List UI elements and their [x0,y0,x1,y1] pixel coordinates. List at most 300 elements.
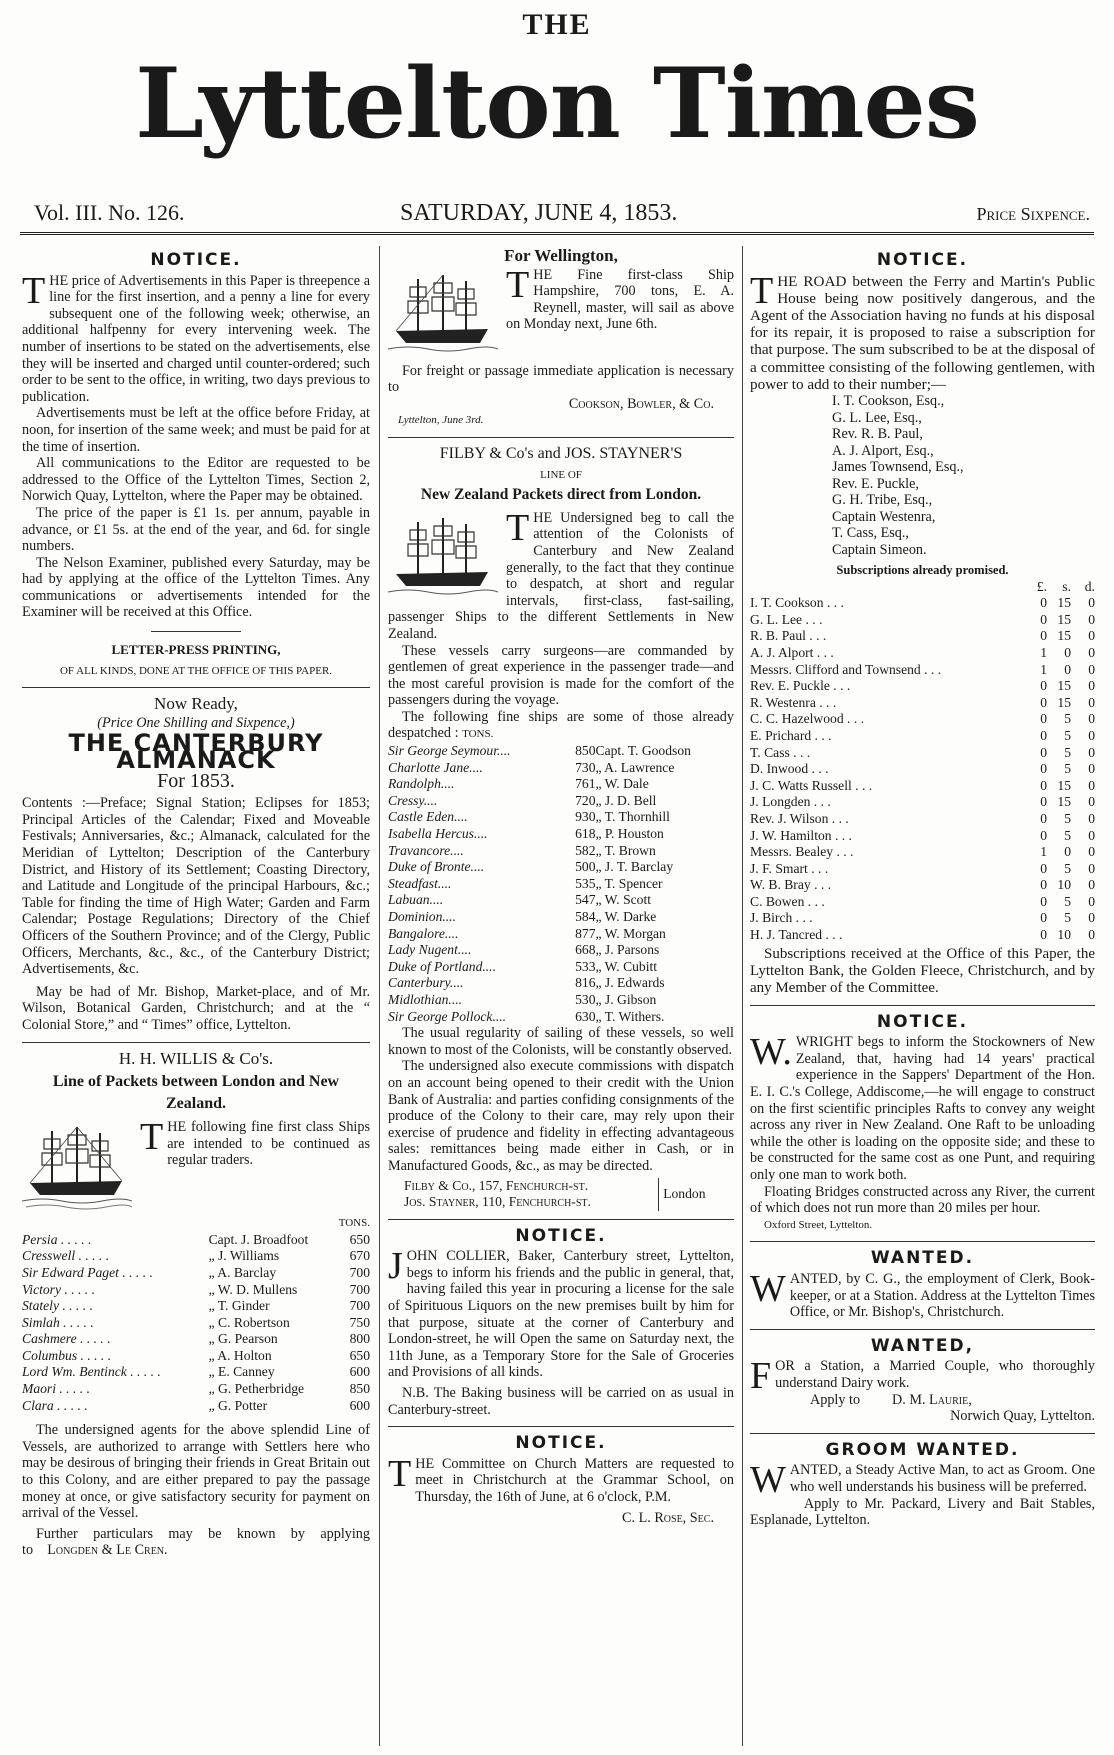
ship-name: Cressy.... [388,792,438,808]
table-row [750,645,1095,662]
pence: 0 [1088,644,1095,660]
ship-captain: „ C. Robertson [208,1314,290,1330]
filby-signature: Filby & Co., 157, Fenchurch-st. [404,1177,589,1193]
pence: 0 [1088,860,1095,876]
filby-text: The usual regularity of sailing of these vessels, so well known to most of the Colonists, will be constantly observed. [388,1025,734,1058]
pounds: 1 [1040,661,1047,677]
table-row [22,1282,370,1299]
divider [750,1329,1095,1330]
committee-member: G. H. Tribe, Esq., [832,492,933,509]
table-row [388,992,734,1009]
shillings: 5 [1064,827,1071,843]
ship-name: Duke of Bronte.... [388,859,485,875]
ship-tons: 600 [349,1364,370,1380]
wanted-heading: WANTED, [870,1335,975,1356]
divider [750,1005,1095,1006]
pounds: 0 [1040,628,1047,644]
table-row [388,793,734,810]
drop-cap: W [750,1459,786,1502]
church-heading: NOTICE. [515,1433,607,1454]
table-row [388,876,734,893]
printing-heading: LETTER-PRESS PRINTING, [111,642,281,658]
printing-subtitle: OF ALL KINDS, DONE AT THE OFFICE OF THIS PAPER. [59,664,333,677]
table-row [750,678,1095,695]
filby-ship-table [388,743,734,1025]
table-row [750,894,1095,911]
table-row [388,975,734,992]
wright-bridges: Floating Bridges constructed across any River, the current of which does not run more than 20 miles per hour. [750,1183,1095,1217]
ship-tons: 761 [575,776,596,792]
ship-captain: „ W. Scott [595,892,652,908]
ship-captain: Capt. J. Broadfoot [208,1231,309,1247]
pence: 0 [1088,611,1095,627]
ship-tons: 500 [575,859,596,875]
pounds: 0 [1040,711,1047,727]
subscriber-name: R. Westenra . . . [750,694,837,710]
table-row [22,1315,370,1332]
committee-member: James Townsend, Esq., [832,459,964,476]
wright-address: Oxford Street, Lyttelton. [764,1218,873,1231]
ship-captain: „ W. Darke [595,909,657,924]
pounds: 0 [1040,877,1047,893]
wanted-heading: WANTED. [870,1248,975,1269]
ship-tons: 650 [349,1347,370,1363]
willis-signature: Longden & Le Cren. [47,1542,168,1559]
table-row [22,1348,370,1365]
ship-tons: 850 [575,743,596,759]
ship-tons: 730 [575,759,596,775]
subscriber-name: A. J. Alport . . . [750,644,834,660]
pence: 0 [1088,628,1095,644]
drop-cap: F [750,1355,772,1398]
wanted-clerk-text: ANTED, by C. G., the employment of Clerk, Book-keeper, or at a Station. Address at the Lyttelton Times Office, or Mr. Bishop's, Christchurch. [789,1270,1095,1321]
pence: 0 [1088,777,1095,793]
table-row [388,760,734,777]
divider [22,1042,370,1043]
ship-captain: „ J. Edwards [595,975,665,991]
wellington-place: Lyttelton, June 3rd. [398,414,484,427]
committee-member: G. L. Lee, Esq., [832,409,922,426]
church-notice [388,1452,734,1506]
table-row [388,776,734,793]
ship-tons: 700 [349,1281,370,1297]
stayner-signature: Jos. Stayner, 110, Fenchurch-st. [404,1194,591,1210]
filby-signatures [404,1178,722,1211]
subscriber-name: T. Cass . . . [750,744,811,760]
table-row [22,1331,370,1348]
ship-tons: 877 [575,925,596,941]
committee-member: Captain Simeon. [832,541,927,558]
ship-name: Charlotte Jane.... [388,759,483,775]
groom-heading: GROOM WANTED. [825,1439,1020,1460]
table-row [750,828,1095,845]
volume-number: Vol. III. No. 126. [34,200,185,225]
groom-notice [750,1459,1095,1502]
subscriber-name: D. Inwood . . . [750,761,829,777]
willis-agents-text: The undersigned agents for the above splendid Line of Vessels, are authorized to arrange with Settlers here who may be desirous of bringing their friends in Great Britain out to this Colony, and are either prepared to pay the passage money at once, or give satisfactory security for payment on arrival of the Vessel. [22,1422,370,1522]
subscriptions-received: Subscriptions received at the Office of this Paper, the Lyttelton Bank, the Golden Fleece, Christchurch, and by any Member of the Committee. [750,945,1095,996]
subscriber-name: Messrs. Clifford and Townsend . . . [750,661,942,677]
filby-text [388,709,734,743]
wellington-heading: For Wellington, [504,248,618,265]
subscriber-name: C. Bowen . . . [750,893,825,909]
advertising-notice [22,269,370,406]
drop-cap: W [750,1267,786,1310]
column-rule [379,246,380,1746]
pence: 0 [1088,694,1095,710]
table-row [388,743,734,760]
subscriber-name: J. Longden . . . [750,794,831,810]
ship-captain: „ W. Cubitt [595,958,658,974]
ship-tons: 582 [575,842,596,858]
subscriber-name: G. L. Lee . . . [750,611,823,627]
ship-tons: 800 [349,1331,370,1347]
committee-member: Rev. E. Puckle, [832,475,919,492]
drop-cap: T [22,269,46,312]
almanack-year: For 1853. [157,769,235,792]
filby-ships-intro: The following fine ships are some of those already despatched : [388,708,734,742]
collier-nb: N.B. The Baking business will be carried on as usual in Canterbury-street. [388,1385,734,1418]
shillings: 10 [1057,877,1071,893]
wanted-couple [750,1355,1095,1398]
notice-text: Advertisements must be left at the office before Friday, at noon, for insertion of the same week; and must be paid for at the time of insertion. [22,405,370,455]
pence: 0 [1088,727,1095,743]
table-row [750,877,1095,894]
pence: 0 [1088,810,1095,826]
column-3 [750,248,1095,1748]
table-row [22,1248,370,1265]
notice-heading: NOTICE. [150,250,242,270]
table-row [750,595,1095,612]
ship-name: Sir George Seymour.... [388,743,511,759]
divider [388,437,734,438]
pounds: 0 [1040,910,1047,926]
ship-tons: 750 [349,1314,370,1330]
ship-name: Castle Eden.... [388,809,468,825]
pounds: 0 [1040,694,1047,710]
pounds: 0 [1040,893,1047,909]
ship-name: Sir George Pollock.... [388,1008,507,1024]
subscription-table [750,579,1095,944]
ship-tons: 700 [349,1264,370,1280]
pence: 0 [1088,678,1095,694]
wellington-body: HE Fine first-class Ship Hampshire, 700 tons, E. A. Reynell, master, will sail as above on Monday next, June 6th. [506,266,734,333]
wanted-couple-address: Norwich Quay, Lyttelton. [950,1408,1095,1425]
table-row [22,1364,370,1381]
drop-cap: T [506,506,530,549]
wanted-couple-text: OR a Station, a Married Couple, who thoroughly understand Dairy work. [775,1358,1095,1391]
pence: 0 [1088,910,1095,926]
ship-name: Clara . . . . . [22,1397,88,1413]
shillings: 10 [1057,927,1071,943]
ship-name: Labuan.... [388,892,444,908]
ship-captain: „ A. Barclay [208,1264,277,1280]
ship-illustration [388,512,498,604]
pounds: 0 [1040,927,1047,943]
table-row [750,728,1095,745]
table-row [750,778,1095,795]
price: Price Sixpence. [976,204,1090,224]
ship-captain: „ J. T. Barclay [595,859,674,875]
ship-captain: „ J. Parsons [595,942,660,958]
wanted-couple-apply [750,1392,1095,1409]
almanack-title: THE CANTERBURY ALMANACK [68,729,324,775]
wright-heading: NOTICE. [876,1011,969,1032]
table-row [750,612,1095,629]
shillings: 15 [1057,694,1071,710]
notice-text: All communications to the Editor are requested to be addressed to the Office of the Lyttelton Times, Section 2, Norwich Quay, Lyttelton, where the Paper may be obtained. [22,455,370,505]
subscriber-name: C. C. Hazelwood . . . [750,711,865,727]
column-1 [22,248,370,1748]
ship-tons: 700 [349,1298,370,1314]
name-col [750,579,1021,596]
wright-text: WRIGHT begs to inform the Stockowners of New Zealand, that, having had 14 years' practical experience in the Sappers' Department of the Hon. E. I. C.'s College, Addiscome,—he will engage to construct on the first scientific principles Rafts to convey any weight across any river in New Zealand. One Raft to be unloading while the other is loading on the opposite side; and these to be constructed for the same cost as one Punt, and requiring only one man to work both. [750,1034,1095,1184]
ship-name: Simlah . . . . . [22,1314,94,1330]
table-row [388,1009,734,1026]
masthead [0,0,1114,200]
shillings: 0 [1064,661,1071,677]
shillings: 0 [1064,644,1071,660]
ship-captain: „ J. D. Bell [595,792,657,808]
masthead-the: THE [522,8,592,41]
ship-tons: 720 [575,792,596,808]
drop-cap: T [506,263,530,306]
ship-name: Lord Wm. Bentinck . . . . . [22,1364,161,1380]
willis-text: HE following fine first class Ships are intended to be continued as regular traders. [167,1119,370,1169]
ship-illustration [388,269,498,361]
collier-heading: NOTICE. [515,1225,607,1246]
subscriber-name: E. Prichard . . . [750,727,832,743]
table-row [750,861,1095,878]
ship-name: Bangalore.... [388,925,459,941]
collier-text: OHN COLLIER, Baker, Canterbury street, Lyttelton, begs to inform his friends and the public in general, that, having failed this year in procuring a license for the sale of Spirituous Liquors on the new premises built by him for that purpose, situate at the corner of Canterbury and London-street, he will Open the same on Saturday next, the 11th June, as a Temporary Store for the Sale of Groceries and Provisions of all kinds. [388,1248,734,1381]
table-row [750,662,1095,679]
pounds: 0 [1040,744,1047,760]
ship-name: Cresswell . . . . . [22,1248,110,1264]
table-row [750,711,1095,728]
ship-name: Cashmere . . . . . [22,1331,111,1347]
pounds: 0 [1040,827,1047,843]
subscriber-name: W. B. Bray . . . [750,877,832,893]
ship-captain: „ P. Houston [595,826,664,842]
pence: 0 [1088,893,1095,909]
pounds: 0 [1040,595,1047,611]
pounds: 0 [1040,794,1047,810]
ship-captain: „ W. Morgan [595,925,666,941]
ship-tons: 650 [349,1231,370,1247]
shillings: 5 [1064,744,1071,760]
table-row [388,859,734,876]
ship-tons: 547 [575,892,596,908]
ship-captain: „ W. Dale [595,776,649,792]
filby-text: HE Undersigned beg to call the attention of the Colonists of Canterbury and New Zealand generally, to the fact that they continue to despatch, at short and regular intervals, first-class, fast-sailing, passenger Ships to the different Settlements in New Zealand. [388,509,734,642]
shillings: 5 [1064,910,1071,926]
shillings: 15 [1057,794,1071,810]
road-text: HE ROAD between the Ferry and Martin's Public House being now positively dangerous, and the Agent of the Association having no funds at his disposal for its repair, it is proposed to raise a subscription for that purpose. The sum subscribed to be at the disposal of a committee consisting of the following gentlemen, with power to add to their number;— [750,272,1095,393]
pence: 0 [1088,794,1095,810]
ship-name: Canterbury.... [388,975,464,991]
ship-captain: „ J. Williams [208,1248,280,1264]
drop-cap: W. [750,1031,792,1074]
divider [750,1241,1095,1242]
table-row [388,909,734,926]
shillings: 0 [1064,844,1071,860]
pence: 0 [1088,827,1095,843]
shillings: 5 [1064,761,1071,777]
ship-tons: 600 [349,1397,370,1413]
pence: 0 [1088,927,1095,943]
shillings-header: s. [1062,578,1071,594]
pence: 0 [1088,711,1095,727]
subscriber-name: I. T. Cookson . . . [750,595,844,611]
table-row [388,942,734,959]
drop-cap: T [388,1452,412,1495]
notice-text: The price of the paper is £1 1s. per annum, payable in advance, or £1 5s. at the end of the year, and 6d. for single numbers. [22,504,370,555]
ship-name: Randolph.... [388,776,455,792]
subscriber-name: Rev. J. Wilson . . . [750,810,849,826]
wright-notice [750,1031,1095,1184]
pounds: 1 [1040,844,1047,860]
pounds: 1 [1040,644,1047,660]
shillings: 5 [1064,893,1071,909]
pounds: 0 [1040,611,1047,627]
subscriptions-heading: Subscriptions already promised. [836,563,1009,578]
laurie-signature: D. M. Laurie, [891,1391,972,1408]
shillings: 5 [1064,727,1071,743]
table-row [388,826,734,843]
filby-text: These vessels carry surgeons—are commanded by gentlemen of great experience in the passenger trade—and the most careful provision is made for the comfort of the passengers during the voyage. [388,642,734,709]
ship-name: Columbus . . . . . [22,1347,112,1363]
ship-name: Travancore.... [388,842,464,858]
wanted-clerk [750,1267,1095,1321]
pounds: 0 [1040,678,1047,694]
collier-notice [388,1245,734,1381]
apply-to: Apply to [810,1391,861,1408]
ship-captain: „ E. Canney [208,1364,275,1380]
subscriber-name: J. W. Hamilton . . . [750,827,852,843]
shillings: 15 [1057,611,1071,627]
subscriber-name: R. B. Paul . . . [750,628,827,644]
ship-tons: 668 [575,942,596,958]
ship-tons: 630 [575,1008,596,1024]
shillings: 15 [1057,678,1071,694]
church-signature: C. L. Rose, Sec. [622,1509,714,1526]
willis-further [22,1526,370,1559]
subscriber-name: J. Birch . . . [750,910,813,926]
willis-line: Line of Packets between London and New Zealand. [52,1073,340,1113]
pounds: 0 [1040,777,1047,793]
pence: 0 [1088,661,1095,677]
ship-name: Midlothian.... [388,991,463,1007]
pence: 0 [1088,595,1095,611]
committee-member: I. T. Cookson, Esq., [832,393,945,410]
notice-text: HE price of Advertisements in this Paper is threepence a line for the first insertion, and a penny a line for every subsequent one of the following week; otherwise, an additional halfpenny for every intervening week. The number of insertions to be stated on the advertisements, else they will be inserted and charged until counter-ordered; such order to be sent to the office, in writing, two days previous to publication. [22,272,370,405]
filby-line-of: LINE OF [540,468,582,481]
wellington-freight: For freight or passage immediate application is necessary to [388,362,734,396]
ship-name: Dominion.... [388,909,456,924]
subscriber-name: J. F. Smart . . . [750,860,829,876]
ship-captain: „ G. Petherbridge [208,1381,305,1397]
table-row [750,628,1095,645]
shillings: 15 [1057,595,1071,611]
ship-name: Persia . . . . . [22,1231,92,1247]
ship-captain: „ T. Brown [595,842,656,858]
column-2 [388,248,734,1748]
committee-member: Rev. R. B. Paul, [832,426,923,443]
ship-captain: „ T. Ginder [208,1298,270,1314]
ship-name: Steadfast.... [388,875,452,891]
drop-cap: T [140,1116,164,1159]
ship-name: Maori . . . . . [22,1381,90,1397]
subscriber-name: Rev. E. Puckle . . . [750,678,851,694]
pence: 0 [1088,744,1095,760]
pounds-header: £. [1036,578,1047,594]
table-row [22,1381,370,1398]
issue-date: SATURDAY, JUNE 4, 1853. [400,200,678,226]
pounds: 0 [1040,860,1047,876]
divider [22,687,370,688]
table-row [22,1298,370,1315]
road-notice [750,269,1095,393]
ship-illustration [22,1121,132,1213]
table-row [388,959,734,976]
ship-name: Stately . . . . . [22,1298,93,1314]
ship-captain: „ T. Thornhill [595,809,670,825]
ship-captain: „ W. D. Mullens [208,1281,298,1297]
committee-member: Captain Westenra, [832,508,936,525]
table-row [750,761,1095,778]
almanack-contents: Contents :—Preface; Signal Station; Eclipses for 1853; Principal Articles of the Calendar; Fixed and Moveable Festivals; Anniversaries, &c.; Almanack, calculated for the Meridian of Lyttelton; Description of the Canterbury District, and History of its Settlement; Coasting Directory, and Latitude and Longitude of the principal Harbours, &c.; Table for finding the time of High Water; Garden and Farm Calendar; Postage Regulations; Directory of the Chief Officers of the Southern Province; and of the Clergy, Public Officers, Merchants, &c., &c., of the Canterbury District; Advertisements, &c. [22,795,370,978]
divider [151,631,241,632]
table-row [750,844,1095,861]
willis-further-text: Further particulars may be known by applying to [22,1525,370,1559]
almanack-availability: May be had of Mr. Bishop, Market-place, and of Mr. Wilson, Botanical Garden, Christchurch; and at the “ Colonial Store,” and “ Times” office, Lyttelton. [22,983,370,1033]
ship-tons: 530 [575,991,596,1007]
table-row [388,892,734,909]
road-heading: NOTICE. [876,250,969,270]
table-row [750,695,1095,712]
ship-name: Isabella Hercus.... [388,826,488,842]
table-row [22,1398,370,1415]
ship-tons: 816 [575,975,596,991]
filby-text: The undersigned also execute commissions with dispatch on an account being opened to their credit with the Union Bank of Australia: and parties confiding consignments of the produce of the Colony to their care, may rely upon their exercise of prudence and fidelity in effecting advantageous sales: remittances being made either in Cash, or in Manufactured Goods, &c., as may be directed. [388,1058,734,1174]
dateline [20,200,1094,235]
pence-header: d. [1084,578,1095,594]
ship-name: Victory . . . . . [22,1281,95,1297]
table-row [22,1232,370,1249]
tons-header: TONS. [462,728,494,741]
pence: 0 [1088,844,1095,860]
ship-name: Sir Edward Paget . . . . . [22,1264,153,1280]
subscriber-name: H. J. Tancred . . . [750,927,843,943]
ship-tons: 584 [575,909,596,924]
almanack-price: (Price One Shilling and Sixpence,) [97,714,295,731]
shillings: 5 [1064,810,1071,826]
ship-captain: „ A. Holton [208,1347,272,1363]
ship-tons: 930 [575,809,596,825]
groom-apply: Apply to Mr. Packard, Livery and Bait Stables, Esplanade, Lyttelton. [750,1495,1095,1529]
shillings: 5 [1064,860,1071,876]
masthead-title: Lyttelton Times [135,47,979,160]
pounds: 0 [1040,810,1047,826]
filby-london: London [659,1178,723,1211]
divider [388,1219,734,1220]
wellington-signature: Cookson, Bowler, & Co. [568,395,714,412]
filby-heading: FILBY & Co's and JOS. STAYNER'S [439,444,683,462]
ship-tons: 535 [575,875,596,891]
tons-header: TONS. [338,1217,370,1230]
table-row [388,926,734,943]
